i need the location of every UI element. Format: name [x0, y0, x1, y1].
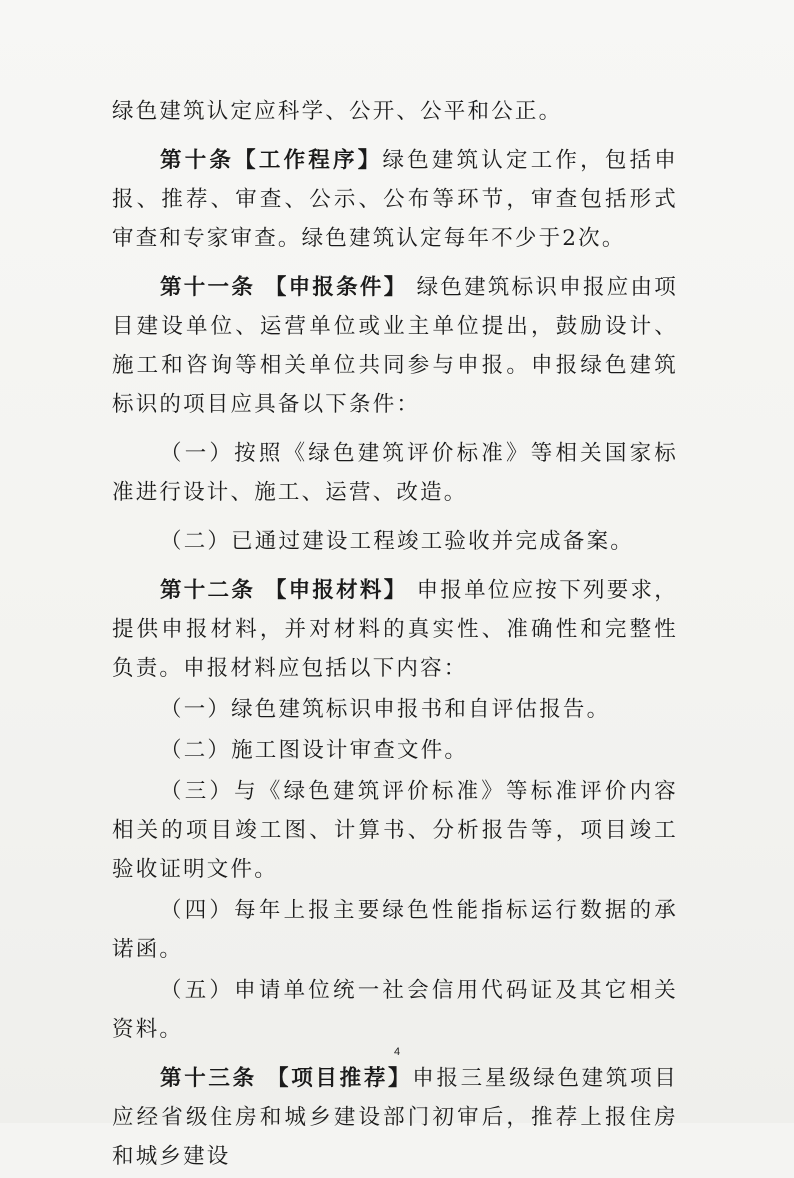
list-item-paragraph [112, 891, 678, 969]
paragraph-text: 申报单位应按下列要求，提供申报材料，并对材料的真实性、准确性和完整性负责。申报材料应包括以下内容： [112, 578, 678, 681]
paragraph-text: （四）每年上报主要绿色性能指标运行数据的承诺函。 [112, 898, 678, 962]
paragraph-text: 申报三星级绿色建筑项目应经省级住房和城乡建设部门初审后，推荐上报住房和城乡建设 [112, 1066, 679, 1169]
article-heading: 第十二条 【申报材料】 [160, 578, 408, 603]
article-heading: 第十三条 【项目推荐】 [160, 1066, 413, 1091]
paragraph-text: （一）按照《绿色建筑评价标准》等相关国家标准进行设计、施工、运营、改造。 [112, 441, 678, 505]
list-item-paragraph [112, 772, 678, 889]
article-12-paragraph [112, 571, 678, 688]
article-heading: 第十条【工作程序】 [160, 148, 383, 173]
list-item-paragraph [112, 522, 678, 561]
list-item-paragraph [112, 731, 678, 770]
list-item-paragraph [112, 434, 678, 512]
paragraph-text: （二）已通过建设工程竣工验收并完成备案。 [160, 529, 635, 554]
paragraph-text: 绿色建筑标识申报应由项目建设单位、运营单位或业主单位提出，鼓励设计、施工和咨询等相关单位共同参与申报。申报绿色建筑标识的项目应具备以下条件： [112, 275, 678, 417]
paragraph-text: （一）绿色建筑标识申报书和自评估报告。 [160, 697, 611, 722]
paragraph-text: （三）与《绿色建筑评价标准》等标准评价内容相关的项目竣工图、计算书、分析报告等，项目竣工验收证明文件。 [112, 779, 678, 882]
article-heading: 第十一条 【申报条件】 [160, 275, 408, 300]
paragraph-text: （五）申请单位统一社会信用代码证及其它相关资料。 [112, 978, 678, 1042]
article-13-paragraph [112, 1059, 678, 1176]
list-item-paragraph [112, 690, 678, 729]
page-number: 4 [393, 1046, 401, 1058]
paragraph-text: 绿色建筑认定工作，包括申报、推荐、审查、公示、公布等环节，审查包括形式审查和专家审查。绿色建筑认定每年不少于2次。 [112, 148, 678, 251]
list-item-paragraph [112, 971, 678, 1049]
paragraph-1 [112, 92, 678, 131]
paragraph-text: （二）施工图设计审查文件。 [160, 738, 469, 763]
article-10-paragraph [112, 141, 678, 258]
document-body [112, 92, 678, 1178]
article-11-paragraph [112, 268, 678, 424]
paragraph-text: 绿色建筑认定应科学、公开、公平和公正。 [112, 99, 563, 124]
